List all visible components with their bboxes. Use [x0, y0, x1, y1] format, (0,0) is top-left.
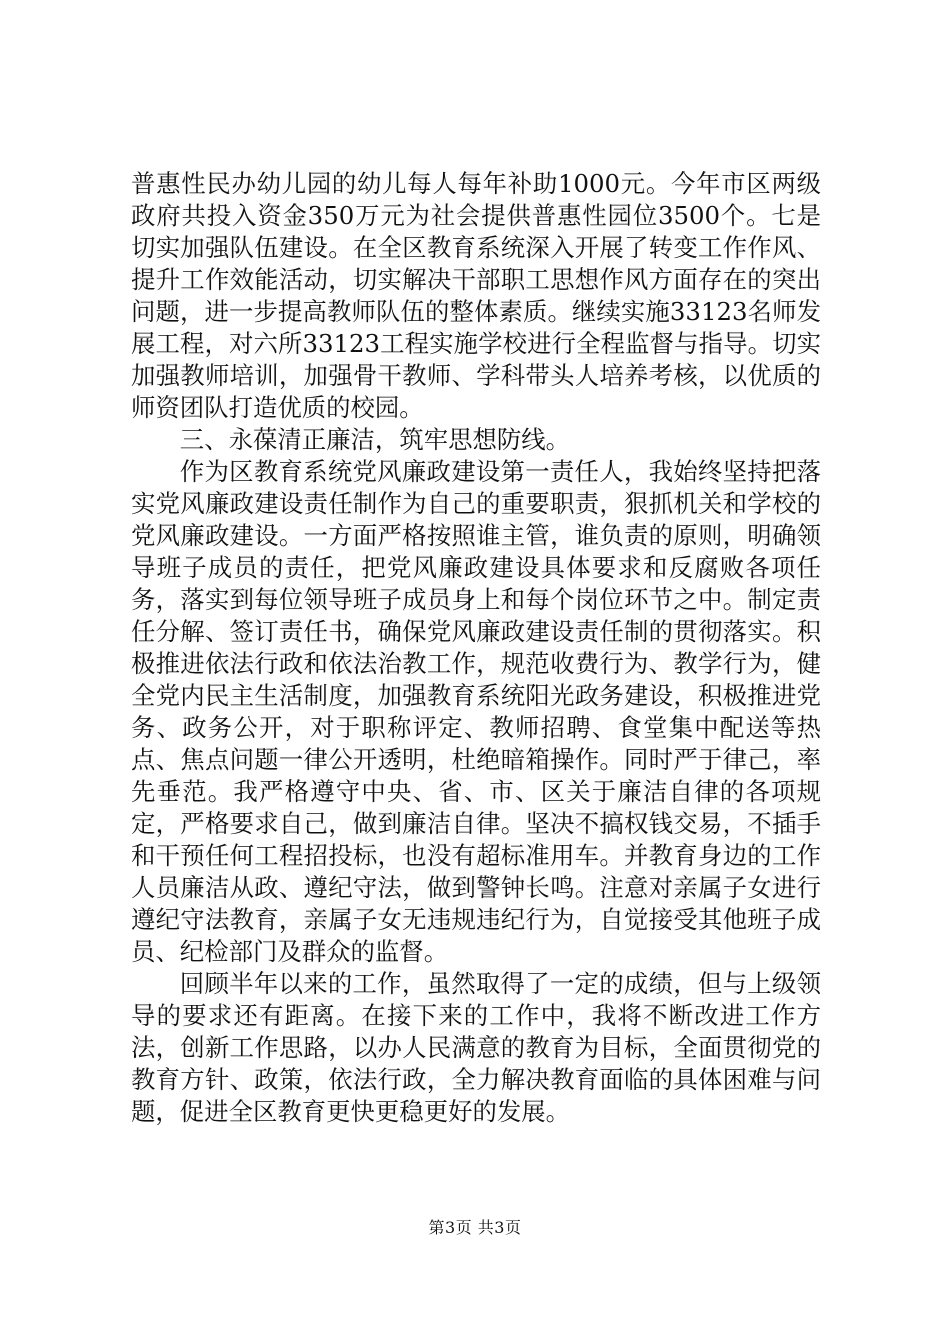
paragraph-2: 作为区教育系统党风廉政建设第一责任人，我始终坚持把落实党风廉政建设责任制作为自己的重要职责，狠抓机关和学校的党风廉政建设。一方面严格按照谁主管，谁负责的原则，明确领导班子成员的责任，把党风廉政建设具体要求和反腐败各项任务，落实到每位领导班子成员身上和每个岗位环节之中。制定责任分解、签订责任书，确保党风廉政建设责任制的贯彻落实。积极推进依法行政和依法治教工作，规范收费行为、教学行为，健全党内民主生活制度，加强教育系统阳光政务建设，积极推进党务、政务公开，对于职称评定、教师招聘、食堂集中配送等热点、焦点问题一律公开透明，杜绝暗箱操作。同时严于律己，率先垂范。我严格遵守中央、省、市、区关于廉洁自律的各项规定，严格要求自己，做到廉洁自律。坚决不搞权钱交易，不插手和干预任何工程招投标，也没有超标准用车。并教育身边的工作人员廉洁从政、遵纪守法，做到警钟长鸣。注意对亲属子女进行遵纪守法教育，亲属子女无违规违纪行为，自觉接受其他班子成员、纪检部门及群众的监督。 [131, 457, 821, 966]
page-footer: 第3页 共3页 [428, 1218, 522, 1237]
section-heading: 三、永葆清正廉洁，筑牢思想防线。 [179, 425, 571, 454]
document-body [131, 168, 821, 1128]
paragraph-3: 回顾半年以来的工作，虽然取得了一定的成绩，但与上级领导的要求还有距离。在接下来的工作中，我将不断改进工作方法，创新工作思路，以办人民满意的教育为目标，全面贯彻党的教育方针、政策，依法行政，全力解决教育面临的具体困难与问题，促进全区教育更快更稳更好的发展。 [131, 969, 821, 1126]
paragraph-1: 普惠性民办幼儿园的幼儿每人每年补助1000元。今年市区两级政府共投入资金350万元为社会提供普惠性园位3500个。七是切实加强队伍建设。在全区教育系统深入开展了转变工作作风、提升工作效能活动，切实解决干部职工思想作风方面存在的突出问题，进一步提高教师队伍的整体素质。继续实施33123名师发展工程，对六所33123工程实施学校进行全程监督与指导。切实加强教师培训，加强骨干教师、学科带头人培养考核，以优质的师资团队打造优质的校园。 [131, 169, 821, 422]
